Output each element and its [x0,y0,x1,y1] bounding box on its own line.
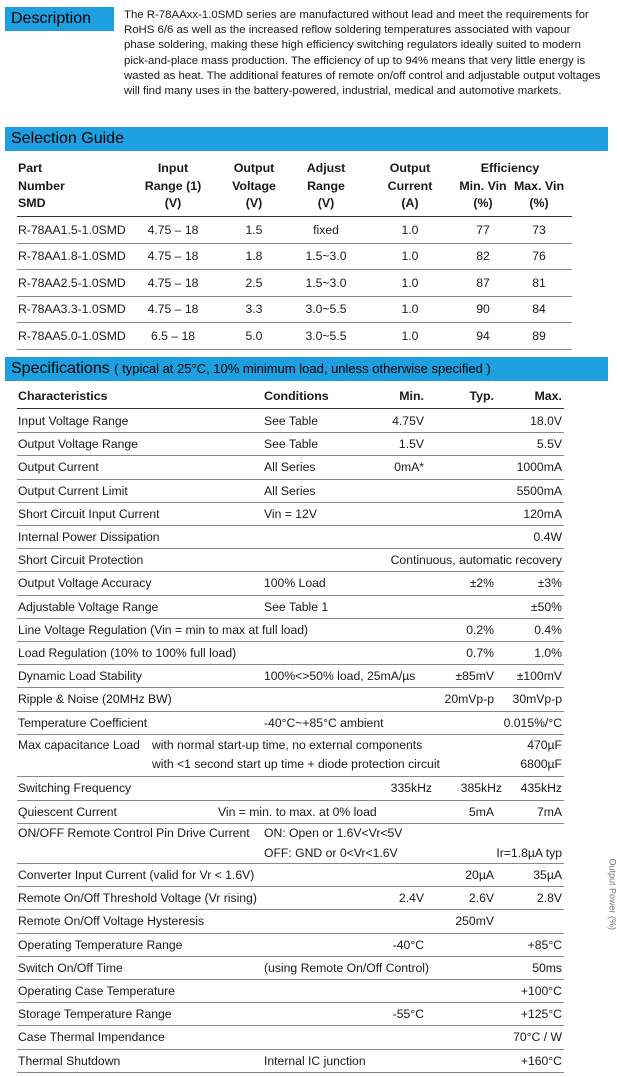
spec-max: 18.0V [530,414,562,428]
spec-cond: All Series [264,460,316,475]
row-divider [17,800,564,801]
spec-cond: ON: Open or 1.6V<Vr<5V [264,826,403,840]
spec-max: Continuous, automatic recovery [390,553,562,568]
spec-min: -55°C [392,1007,424,1022]
row-divider [17,296,572,297]
input-range: 4.75 – 18 [147,223,199,237]
spec-max: 30mVp-p [512,692,562,707]
spec-name: Remote On/Off Threshold Voltage (Vr rising) [18,891,257,906]
spec-header-characteristics: Characteristics [18,389,108,403]
spec-name: Quiescent Current [18,805,117,819]
part-number: R-78AA1.5-1.0SMD [18,223,126,237]
row-divider [17,432,564,433]
row-divider [17,823,564,824]
efficiency-max: 73 [532,223,546,237]
spec-name: Adjustable Voltage Range [18,599,159,614]
output-voltage: 3.3 [245,302,263,317]
row-divider [17,979,564,980]
spec-header-conditions: Conditions [264,389,329,403]
spec-header-min: Min. [399,389,424,403]
row-divider [17,525,564,526]
spec-cond: See Table [264,414,318,428]
header-part: Part Number SMD [18,161,65,210]
output-current: 1.0 [401,302,419,317]
efficiency-min: 94 [476,328,490,343]
spec-name: Output Current Limit [18,483,128,498]
spec-name: Ripple & Noise (20MHz BW) [18,692,172,707]
row-divider [17,1002,564,1003]
spec-name: Operating Case Temperature [18,984,175,998]
header-eff-max: Max. Vin (%) [513,178,565,210]
spec-typ: 250mV [455,914,494,929]
header-adjust-range: Adjust Range (V) [306,161,346,210]
spec-max: 120mA [523,506,562,521]
efficiency-max: 89 [532,328,546,343]
spec-typ: 20µA [465,868,494,882]
spec-typ: 20mVp-p [444,692,494,707]
spec-max: +85°C [527,937,562,952]
row-divider [17,618,564,619]
spec-cond: 100%<>50% load, 25mA/µs [264,669,416,684]
spec-max: 470µF [527,738,562,752]
spec-typ: 2.6V [468,891,494,906]
spec-name: Internal Power Dissipation [18,530,160,544]
output-current: 1.0 [401,223,419,237]
input-range: 4.75 – 18 [147,249,199,264]
header-output-current: Output Current (A) [387,161,433,210]
spec-header-divider [17,408,564,409]
spec-cond: Vin = min. to max. at 0% load [218,805,377,819]
output-current: 1.0 [401,249,419,264]
part-number: R-78AA5.0-1.0SMD [18,328,126,343]
spec-name: Max capacitance Load [18,738,140,752]
spec-max: 5.5V [536,437,562,452]
header-input: Input Range (1) (V) [144,161,202,210]
spec-max: 70°C / W [513,1030,562,1045]
spec-typ: 5mA [468,805,494,819]
spec-min: -40°C [392,937,424,952]
spec-name: Converter Input Current (valid for Vr < 1.6V) [18,868,255,882]
spec-name: Switch On/Off Time [18,960,123,975]
row-divider [17,548,564,549]
efficiency-min: 77 [476,223,490,237]
spec-max: 0.4% [534,622,562,637]
spec-name: Switching Frequency [18,781,132,795]
spec-name: Load Regulation (10% to 100% full load) [18,646,237,660]
row-divider [17,502,564,503]
spec-cond: Internal IC junction [264,1053,366,1068]
spec-max: 6800µF [520,757,562,771]
spec-max: 5500mA [516,483,562,498]
spec-max: +125°C [520,1007,562,1022]
spec-name: Storage Temperature Range [18,1007,172,1022]
output-voltage: 1.8 [245,249,263,264]
input-range: 4.75 – 18 [147,302,199,317]
output-current: 1.0 [401,328,419,343]
spec-max: ±50% [530,599,562,614]
spec-max: Ir=1.8µA typ [496,846,562,860]
row-divider [17,687,564,688]
spec-max: 1000mA [516,460,562,475]
spec-name: Output Voltage Range [18,437,138,452]
spec-typ: 0.7% [466,646,494,660]
adjust-range: 3.0~5.5 [305,328,347,343]
row-divider [17,1072,564,1073]
spec-name: Case Thermal Impendance [18,1030,165,1045]
spec-cond: (using Remote On/Off Control) [264,960,430,975]
adjust-range: 3.0~5.5 [305,302,347,317]
row-divider [17,776,564,777]
row-divider [17,734,564,735]
spec-name: Dynamic Load Stability [18,669,142,684]
input-range: 4.75 – 18 [147,275,199,290]
spec-name: Short Circuit Input Current [18,506,160,521]
part-number: R-78AA1.8-1.0SMD [18,249,126,264]
row-divider [17,1049,564,1050]
row-divider [17,455,564,456]
row-divider [17,641,564,642]
spec-name: ON/OFF Remote Control Pin Drive Current [18,826,250,840]
adjust-range: fixed [313,223,339,237]
spec-min: 2.4V [398,891,424,906]
spec-cond: -40°C~+85°C ambient [264,715,384,730]
spec-header-max: Max. [534,389,562,403]
spec-max: ±3% [537,576,562,591]
row-divider [17,886,564,887]
row-divider [17,1025,564,1026]
spec-cond: See Table [264,437,318,452]
spec-name: Operating Temperature Range [18,937,183,952]
selection-header-divider [17,216,572,217]
output-voltage: 2.5 [245,275,263,290]
spec-max: 0.015%/°C [503,715,562,730]
spec-name: Thermal Shutdown [18,1053,121,1068]
efficiency-max: 81 [532,275,546,290]
spec-cond: Vin = 12V [264,506,317,521]
header-efficiency: Efficiency [480,161,540,175]
specifications-heading: Specifications [11,360,110,377]
row-divider [17,595,564,596]
specifications-title [11,358,491,380]
adjust-range: 1.5~3.0 [305,249,347,264]
row-divider [17,956,564,957]
spec-cond: All Series [264,483,316,498]
spec-name: Remote On/Off Voltage Hysteresis [18,914,205,929]
spec-max: 2.8V [536,891,562,906]
spec-max: 0.4W [533,530,562,544]
spec-cond: with normal start-up time, no external components [152,738,423,752]
part-number: R-78AA3.3-1.0SMD [18,302,126,317]
row-divider [17,269,572,270]
spec-max: +160°C [520,1053,562,1068]
spec-name: Temperature Coefficient [18,715,148,730]
side-note: Output Power (%) [608,858,618,930]
output-voltage: 1.5 [245,223,263,237]
spec-cond: See Table 1 [264,599,329,614]
row-divider [17,711,564,712]
selection-guide-title: Selection Guide [11,130,124,147]
header-output-voltage: Output Voltage (V) [232,161,276,210]
row-divider [17,909,564,910]
spec-typ: 0.2% [466,622,494,637]
spec-min: 0mA* [394,460,424,475]
spec-min: 1.5V [398,437,424,452]
adjust-range: 1.5~3.0 [305,275,347,290]
spec-name: Input Voltage Range [18,414,129,428]
efficiency-max: 76 [532,249,546,264]
spec-typ: 385kHz [460,781,502,795]
spec-typ: ±2% [469,576,494,591]
spec-name: Short Circuit Protection [18,553,144,568]
spec-typ: ±85mV [455,669,494,684]
output-voltage: 5.0 [245,328,263,343]
efficiency-min: 90 [476,302,490,317]
spec-max: ±100mV [516,669,562,684]
spec-cond: with <1 second start up time + diode protection circuit [152,757,440,771]
spec-name: Line Voltage Regulation (Vin = min to max at full load) [18,622,309,637]
spec-name: Output Voltage Accuracy [18,576,152,591]
row-divider [17,349,572,350]
description-text: The R-78AAxx-1.0SMD series are manufactured without lead and meet the requirements for RoHS 6/6 as well as the increased reflow soldering temperatures associated with vapour phase soldering, making these high efficiency switching regulators ideally suited to modern pick-and-place mass production. The efficiency of up to 94% means that very little energy is wasted as heat. The additional features of remote on/off control and adjustable output voltages will find many uses in the battery-powered, industrial, medical and automotive markets. [124,9,601,98]
input-range: 6.5 – 18 [150,328,196,343]
part-number: R-78AA2.5-1.0SMD [18,275,126,290]
spec-min: 4.75V [392,414,424,428]
spec-cond: OFF: GND or 0<Vr<1.6V [264,846,398,860]
efficiency-min: 87 [476,275,490,290]
specifications-subtitle: ( typical at 25°C, 10% minimum load, unless otherwise specified ) [114,361,491,376]
spec-header-typ: Typ. [469,389,494,403]
row-divider [17,479,564,480]
row-divider [17,243,572,244]
spec-name: Output Current [18,460,99,475]
description-label: Description [5,7,114,31]
spec-max: +100°C [520,984,562,998]
row-divider [17,571,564,572]
output-current: 1.0 [401,275,419,290]
spec-max: 1.0% [534,646,562,660]
spec-max: 7mA [536,805,562,819]
spec-max: 35µA [533,868,562,882]
efficiency-max: 84 [532,302,546,317]
spec-max: 50ms [532,960,562,975]
efficiency-min: 82 [476,249,490,264]
row-divider [17,322,572,323]
row-divider [17,664,564,665]
header-eff-min: Min. Vin (%) [459,178,507,210]
row-divider [17,863,564,864]
spec-min: 335kHz [390,781,432,795]
spec-cond: 100% Load [264,576,326,591]
row-divider [17,933,564,934]
spec-max: 435kHz [520,781,562,795]
